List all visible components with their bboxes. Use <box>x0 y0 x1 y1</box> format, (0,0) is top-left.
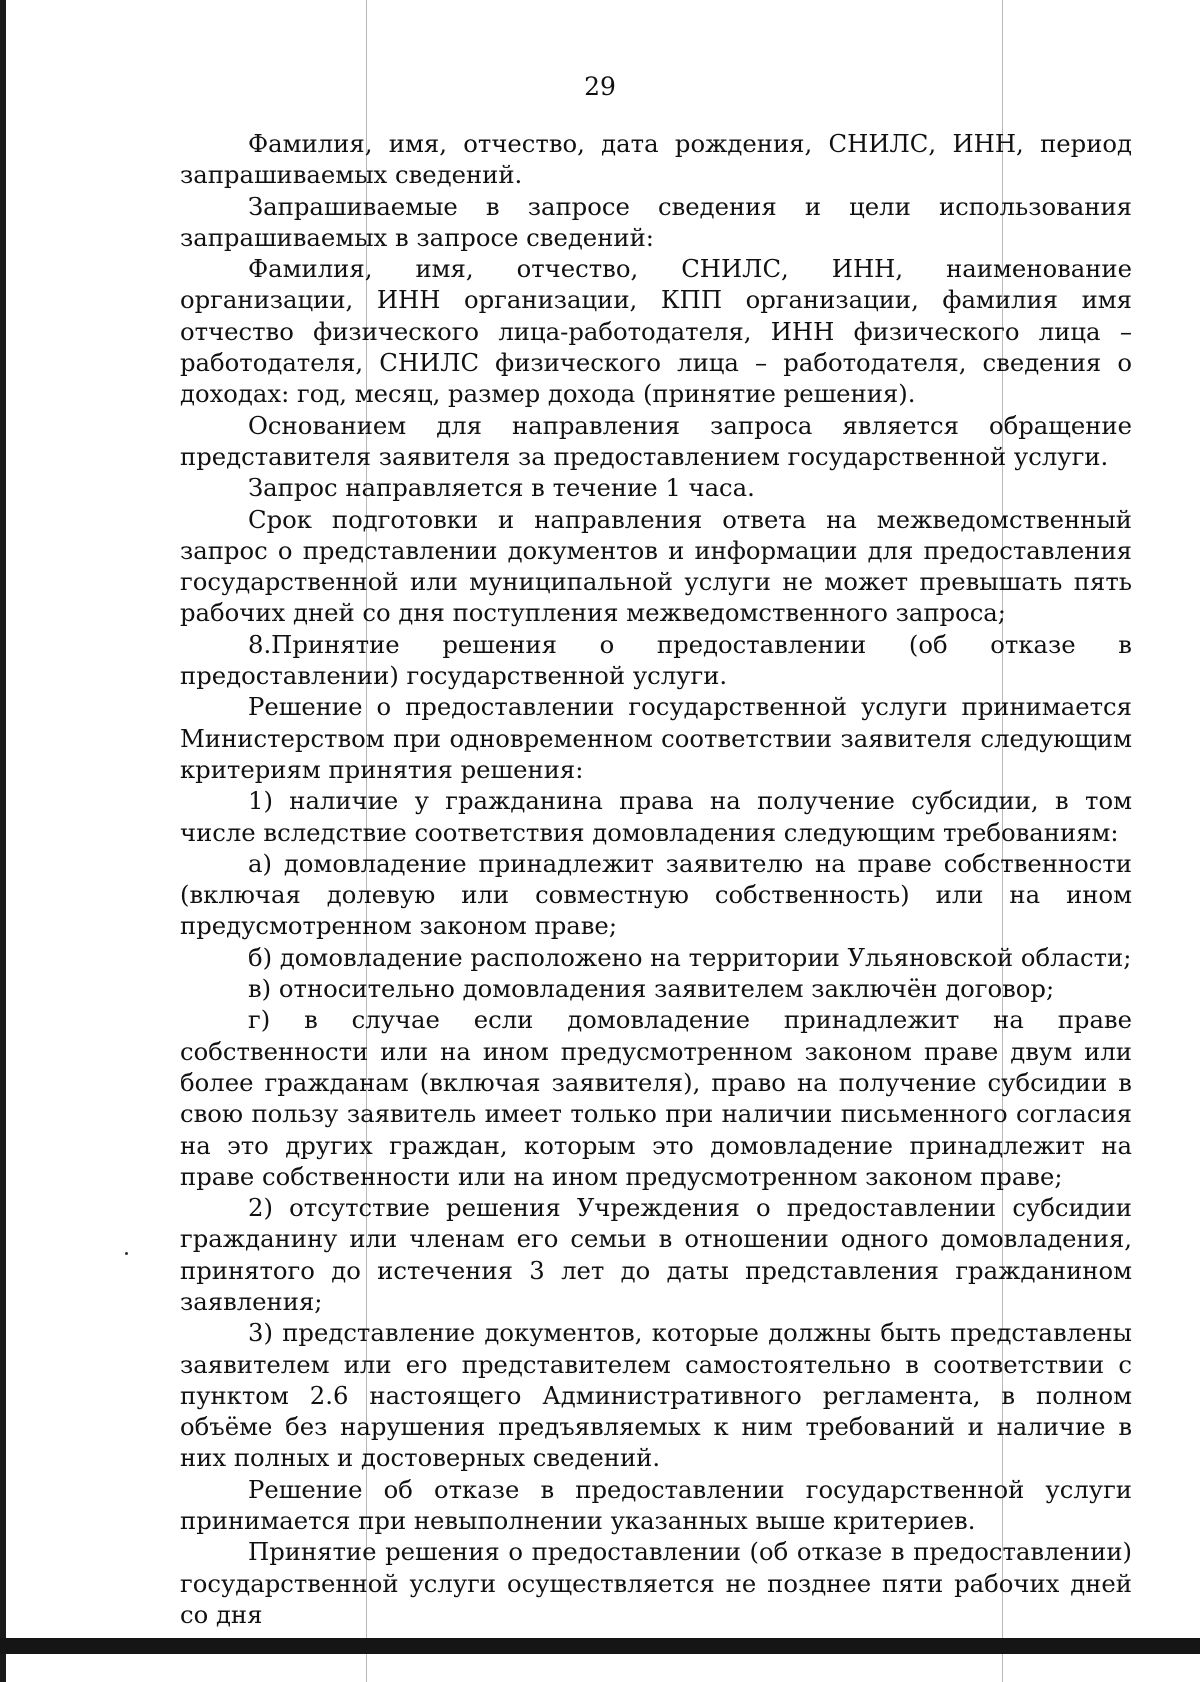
paragraph: 3) представление документов, которые должны быть представлены заявителем или его представителем самостоятельно в соответствии с пунктом 2.6 настоящего Административного регламента, в полном объёме без нарушения предъявляемых к ним требований и наличие в них полных и достоверных сведений. <box>180 1318 1132 1473</box>
paragraph: 2) отсутствие решения Учреждения о предоставлении субсидии гражданину или членам его семьи в отношении одного домовладения, принятого до истечения 3 лет до даты представления гражданином заявления; <box>180 1193 1132 1316</box>
page-number: 29 <box>584 72 616 101</box>
paragraph: Принятие решения о предоставлении (об отказе в предоставлении) государственной услуги осуществляется не позднее пяти рабочих дней со дня <box>180 1537 1132 1629</box>
paragraph: в) относительно домовладения заявителем заключён договор; <box>248 974 1055 1004</box>
paragraph: б) домовладение расположено на территории Ульяновской области; <box>248 942 1132 972</box>
paragraph: Фамилия, имя, отчество, СНИЛС, ИНН, наименование организации, ИНН организации, КПП организации, фамилия имя отчество физического лица-работодателя, ИНН физического лица – работодателя, СНИЛС физического лица – работодателя, сведения о доходах: год, месяц, размер дохода (принятие решения). <box>180 254 1132 409</box>
scan-left-edge <box>0 0 6 1682</box>
paragraph: Фамилия, имя, отчество, дата рождения, СНИЛС, ИНН, период запрашиваемых сведений. <box>180 129 1132 190</box>
scan-bottom-edge <box>0 1638 1200 1654</box>
paragraph: Запрашиваемые в запросе сведения и цели использования запрашиваемых в запросе сведений: <box>180 191 1132 252</box>
paragraph: 8.Принятие решения о предоставлении (об отказе в предоставлении) государственной услуги. <box>180 629 1132 691</box>
scan-speck <box>125 1252 128 1255</box>
paragraph: Основанием для направления запроса является обращение представителя заявителя за предоставлением государственной услуги. <box>180 410 1132 471</box>
document-body <box>180 128 1132 1630</box>
paragraph: Срок подготовки и направления ответа на межведомственный запрос о представлении документов и информации для предоставления государственной или муниципальной услуги не может превышать пять рабочих дней со дня поступления межведомственного запроса; <box>180 504 1132 628</box>
paragraph: Решение об отказе в предоставлении государственной услуги принимается при невыполнении указанных выше критериев. <box>180 1474 1132 1536</box>
paragraph: г) в случае если домовладение принадлежит на праве собственности или на ином предусмотренном законом праве двум или более гражданам (включая заявителя), право на получение субсидии в свою пользу заявитель имеет только при наличии письменного согласия на это других граждан, которым это домовладение принадлежит на праве собственности или на ином предусмотренном законом праве; <box>180 1005 1132 1191</box>
paragraph: 1) наличие у гражданина права на получение субсидии, в том числе вследствие соответствия домовладения следующим требованиям: <box>180 786 1132 847</box>
paragraph: а) домовладение принадлежит заявителю на праве собственности (включая долевую или совместную собственность) или на ином предусмотренном законом праве; <box>180 848 1132 941</box>
paragraph: Решение о предоставлении государственной услуги принимается Министерством при одновременном соответствии заявителя следующим критериям принятия решения: <box>180 692 1132 784</box>
paragraph: Запрос направляется в течение 1 часа. <box>248 473 755 503</box>
